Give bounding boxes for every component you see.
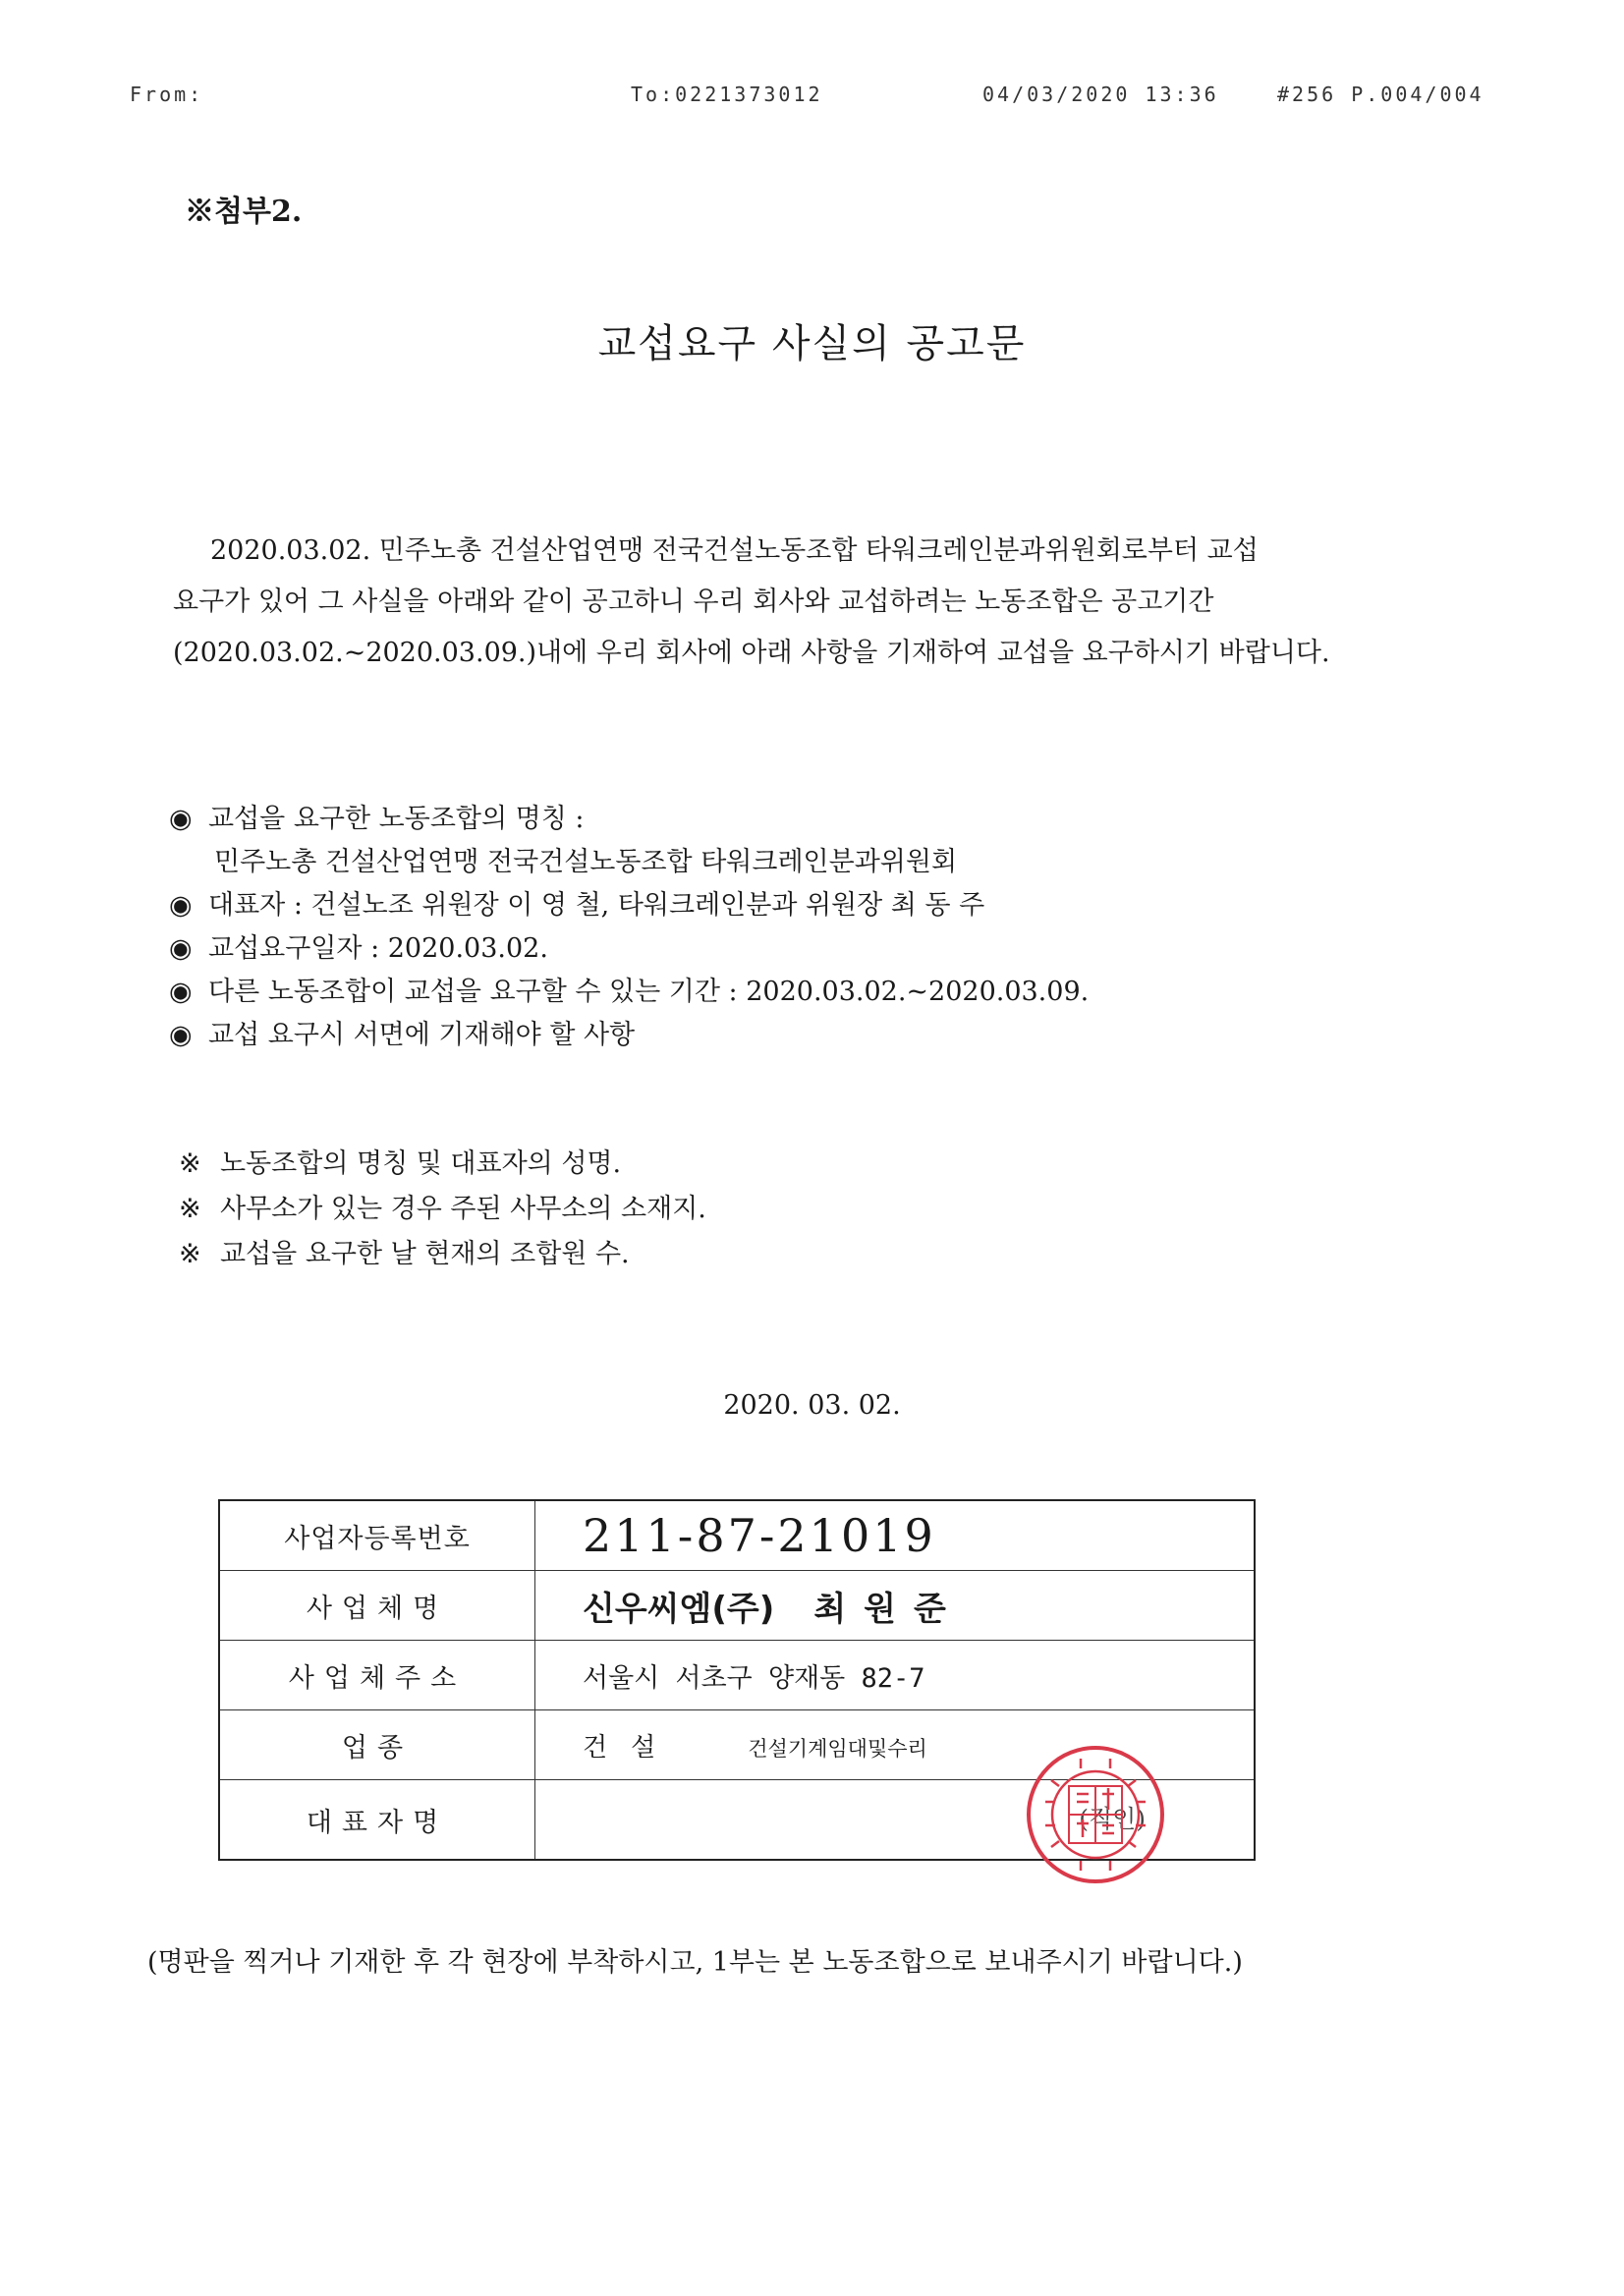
industry-label: 업종 bbox=[219, 1710, 535, 1780]
bullet-item bbox=[169, 971, 1089, 1014]
bullet-list bbox=[169, 798, 1089, 1057]
intro-line: 2020.03.02. 민주노총 건설산업연맹 전국건설노동조합 타워크레인분과위원회로부터 교섭 bbox=[210, 535, 1259, 566]
intro-paragraph bbox=[173, 526, 1455, 679]
request-period-text: 다른 노동조합이 교섭을 요구할 수 있는 기간 : 2020.03.02.~2020.03.09. bbox=[208, 977, 1090, 1007]
company-seal-icon bbox=[1022, 1741, 1169, 1888]
note-text: 노동조합의 명칭 및 대표자의 성명. bbox=[220, 1148, 622, 1179]
seal-label: (직인) bbox=[1079, 1805, 1146, 1833]
industry-sub-value: 건설기계임대및수리 bbox=[748, 1736, 927, 1761]
notice-date: 2020. 03. 02. bbox=[723, 1390, 901, 1421]
attachment-label: ※첨부2. bbox=[185, 195, 303, 229]
intro-line: (2020.03.02.~2020.03.09.)내에 우리 회사에 아래 사항을 기재하여 교섭을 요구하시기 바랍니다. bbox=[173, 638, 1330, 668]
bullet-icon: ◉ bbox=[169, 977, 193, 1007]
intro-line: 요구가 있어 그 사실을 아래와 같이 공고하니 우리 회사와 교섭하려는 노동조합은 공고기간 bbox=[173, 587, 1214, 617]
request-date-text: 교섭요구일자 : 2020.03.02. bbox=[208, 933, 548, 964]
representative-text: 대표자 : 건설노조 위원장 이 영 철, 타워크레인분과 위원장 최 동 주 bbox=[208, 890, 985, 921]
note-item bbox=[179, 1142, 706, 1187]
bullet-item bbox=[169, 798, 1089, 841]
note-item bbox=[179, 1187, 706, 1232]
note-icon: ※ bbox=[179, 1194, 201, 1224]
union-name-value: 민주노총 건설산업연맹 전국건설노동조합 타워크레인분과위원회 bbox=[214, 847, 958, 877]
fax-datetime: 04/03/2020 13:36 bbox=[982, 83, 1219, 106]
industry-main-value: 건설 bbox=[583, 1732, 680, 1763]
bullet-item bbox=[169, 1014, 1089, 1057]
note-icon: ※ bbox=[179, 1148, 201, 1179]
bullet-icon: ◉ bbox=[169, 1020, 193, 1050]
reg-number-cell bbox=[535, 1500, 1256, 1571]
reg-number-label: 사업자등록번호 bbox=[219, 1500, 535, 1571]
company-name-value: 신우씨엠(주) bbox=[583, 1589, 775, 1629]
note-icon: ※ bbox=[179, 1239, 201, 1269]
table-row bbox=[219, 1500, 1255, 1571]
bullet-icon: ◉ bbox=[169, 933, 193, 964]
address-cell bbox=[535, 1641, 1256, 1710]
representative-label: 대표자명 bbox=[219, 1780, 535, 1861]
table-row bbox=[219, 1571, 1255, 1641]
company-name-cell bbox=[535, 1571, 1256, 1641]
fax-to: To:0221373012 bbox=[631, 83, 823, 106]
bullet-icon: ◉ bbox=[169, 804, 193, 834]
reg-number-value: 211-87-21019 bbox=[583, 1509, 936, 1562]
company-name-label: 사업체명 bbox=[219, 1571, 535, 1641]
note-list bbox=[179, 1142, 706, 1277]
footnote: (명판을 찍거나 기재한 후 각 현장에 부착하시고, 1부는 본 노동조합으로 보내주시기 바랍니다.) bbox=[147, 1947, 1243, 1978]
table-row bbox=[219, 1641, 1255, 1710]
fax-page: #256 P.004/004 bbox=[1277, 83, 1484, 106]
address-label: 사업체주소 bbox=[219, 1641, 535, 1710]
note-item bbox=[179, 1232, 706, 1277]
note-text: 교섭을 요구한 날 현재의 조합원 수. bbox=[220, 1239, 630, 1269]
bullet-icon: ◉ bbox=[169, 890, 193, 921]
document-title: 교섭요구 사실의 공고문 bbox=[597, 321, 1027, 366]
note-text: 사무소가 있는 경우 주된 사무소의 소재지. bbox=[220, 1194, 706, 1224]
bullet-item bbox=[169, 927, 1089, 971]
fax-from: From: bbox=[130, 83, 204, 106]
required-items-text: 교섭 요구시 서면에 기재해야 할 사항 bbox=[208, 1020, 636, 1050]
fax-header bbox=[0, 83, 1624, 112]
bullet-item bbox=[169, 884, 1089, 927]
union-name-label: 교섭을 요구한 노동조합의 명칭 : bbox=[208, 804, 585, 834]
address-value: 서울시 서초구 양재동 82-7 bbox=[583, 1662, 925, 1694]
company-ceo-value: 최원준 bbox=[813, 1589, 964, 1629]
